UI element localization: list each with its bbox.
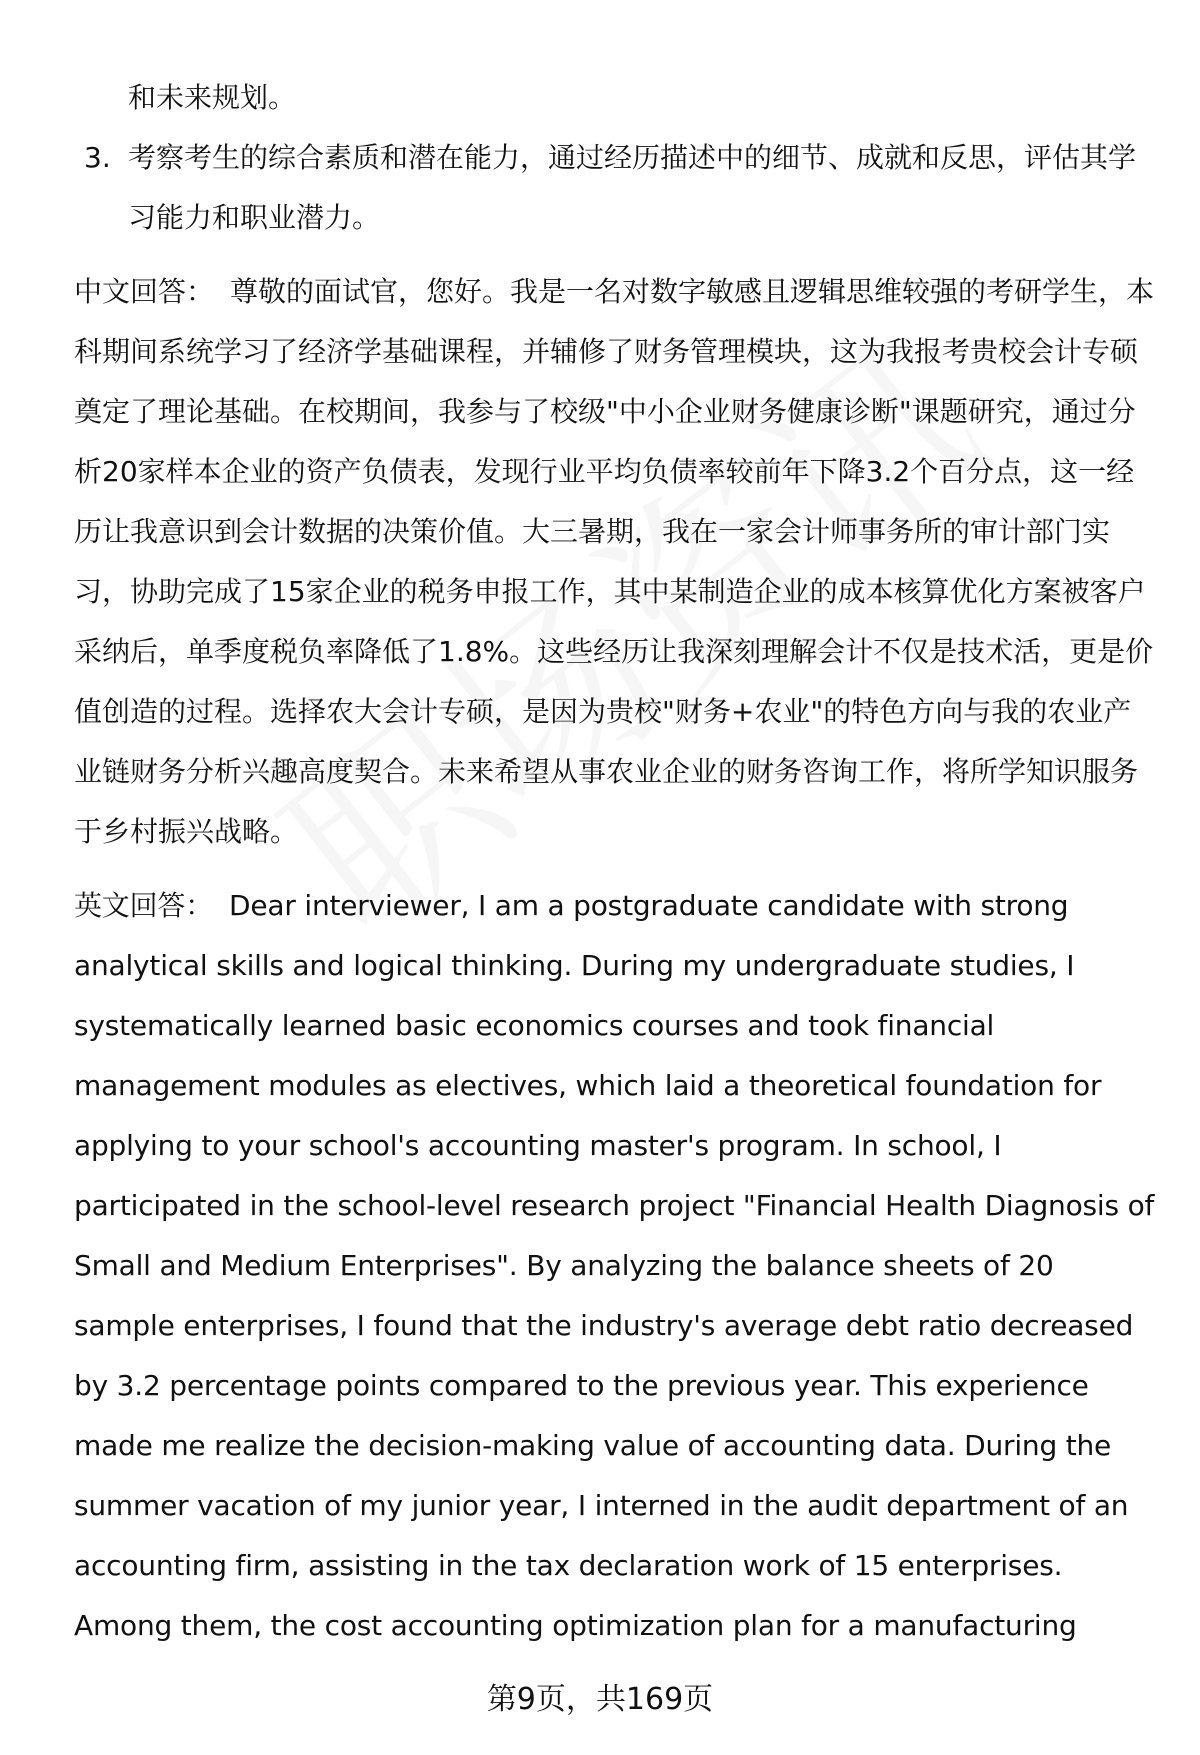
list-text: 考察考生的综合素质和潜在能力，通过经历描述中的细节、成就和反思，评估其学习能力和职业潜力。 [128,141,1137,234]
english-answer-text: Dear interviewer, I am a postgraduate candidate with strong analytical skills and logical thinking. During my undergraduate studies, I systematically learned basic economics courses and took financial management modules as electives, which laid a theoretical foundation for applying to your school's accounting master's program. In school, I participated in the school-level research project "Financial Health Diagnosis of Small and Medium Enterprises". By analyzing the balance sheets of 20 sample enterprises, I found that the industry's average debt ratio decreased by 3.2 percentage points compared to the previous year. This experience made me realize the decision-making value of accounting data. During the summer vacation of my junior year, I interned in the audit department of an accounting firm, assisting in the tax declaration work of 15 enterprises. Among them, the cost accounting optimization plan for a manufacturing [74,889,1155,1642]
english-answer-paragraph [74,876,1156,1656]
list-item-3 [74,128,1156,248]
page-footer: 第9页，共169页 [486,1682,714,1717]
continuation-line: 和未来规划。 [128,81,297,114]
chinese-answer-label: 中文回答： [74,275,215,308]
chinese-answer-text: 尊敬的面试官，您好。我是一名对数字敏感且逻辑思维较强的考研学生，本科期间系统学习了经济学基础课程，并辅修了财务管理模块，这为我报考贵校会计专硕奠定了理论基础。在校期间，我参与了校级"中小企业财务健康诊断"课题研究，通过分析20家样本企业的资产负债表，发现行业平均负债率较前年下降3.2个百分点，这一经历让我意识到会计数据的决策价值。大三暑期，我在一家会计师事务所的审计部门实习，协助完成了15家企业的税务申报工作，其中某制造企业的成本核算优化方案被客户采纳后，单季度税负率降低了1.8%。这些经历让我深刻理解会计不仅是技术活，更是价值创造的过程。选择农大会计专硕，是因为贵校"财务+农业"的特色方向与我的农业产业链财务分析兴趣高度契合。未来希望从事农业企业的财务咨询工作，将所学知识服务于乡村振兴战略。 [74,275,1155,848]
english-answer-label: 英文回答： [74,889,214,922]
chinese-answer-paragraph [74,262,1156,862]
page-content [74,68,1156,1656]
list-number: 3. [84,141,111,174]
